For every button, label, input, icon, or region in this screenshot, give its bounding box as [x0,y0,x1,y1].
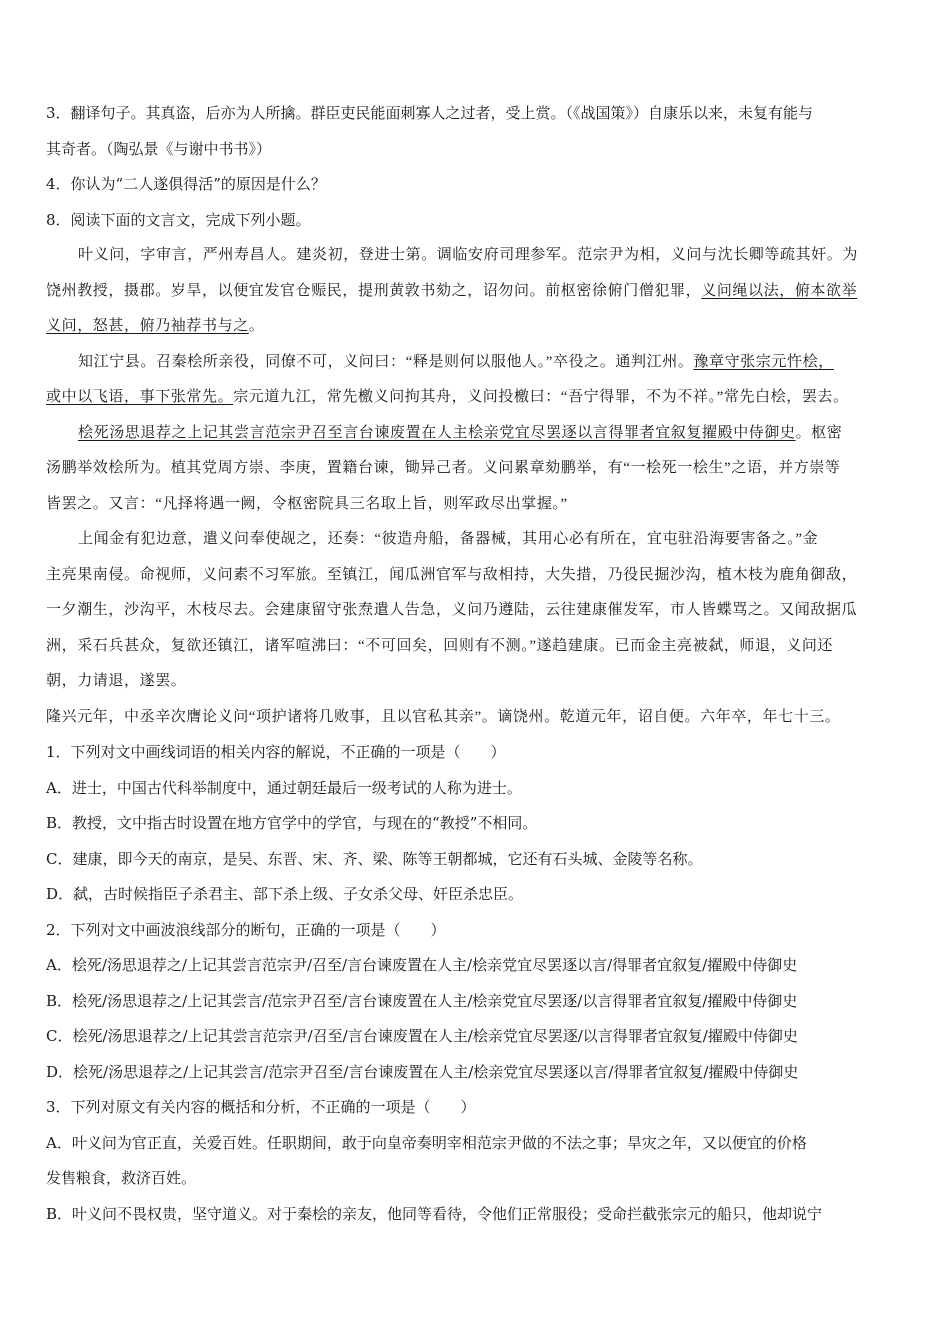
underlined-sentence: 豫章守张宗元忤桧， [693,353,834,370]
question-3-translate-line-2: 其奇者。（陶弘景《与谢中书书》） [46,139,272,158]
passage-p3-line-2: 汤鹏举效桧所为。植其党周方崇、李庚，置籍台谏，锄异己者。义问累章劾鹏举，有“一桧死一桧生”之语，并方崇等 [46,460,841,476]
q2-option-c: C．桧死/汤思退荐之/上记其尝言范宗尹/召至/言台谏废置在人主/桧亲党宜尽罢逐/以言得罪者宜叙复/擢殿中侍御史 [46,1027,798,1045]
passage-p2-line-2 [46,380,908,416]
q1-option-c: C．建康，即今天的南京，是吴、东晋、宋、齐、梁、陈等王朝都城，它还有石头城、金陵等名称。 [46,849,703,868]
passage-p3-line-1 [46,416,908,452]
q3-stem: 3．下列对原文有关内容的概括和分析，不正确的一项是（ ） [46,1098,476,1116]
q1-stem: 1．下列对文中画线词语的相关内容的解说，不正确的一项是（ ） [46,743,506,761]
passage-text: 。枢密 [795,424,843,441]
passage-p1-line-2 [46,274,908,310]
passage-text: 宗元道九江，常先檄义问拘其舟，义问投檄曰：“吾宁得罪，不为不祥。”常先白桧，罢去。 [233,389,849,405]
passage-p4-line-2: 主亮果南侵。命视师，义问素不习军旅。至镇江，闻瓜洲官军与敌相持，大失措，乃役民掘沙沟，植木枝为鹿角御敌， [46,566,858,583]
q3-option-a-line-1: A．叶义问为官正直，关爱百姓。任职期间，敢于向皇帝奏明宰相范宗尹做的不法之事；旱灾之年，又以便宜的价格 [46,1133,807,1152]
q1-option-b: B．教授，文中指古时设置在地方官学中的学官，与现在的“教授”不相同。 [46,814,538,832]
passage-p4-line-5: 朝，力请退，遂罢。 [46,673,187,689]
q3-option-b-line-1: B．叶义问不畏权贵，坚守道义。对于秦桧的亲友，他同等看待，令他们正常服役；受命拦截张宗元的船只，他却说宁 [46,1204,823,1223]
q2-stem: 2．下列对文中画波浪线部分的断句，正确的一项是（ ） [46,920,446,939]
underlined-sentence: 或中以飞语，事下张常先。 [46,389,234,405]
question-4: 4．你认为“二人遂俱得活”的原因是什么？ [46,175,326,193]
q3-option-a-line-2: 发售粮食，救济百姓。 [46,1169,197,1187]
q2-option-d: D．桧死/汤思退荐之/上记其尝言/范宗尹召至/言台谏废置在人主/桧亲党宜尽罢逐以言/得罪者宜叙复/擢殿中侍御史 [46,1062,799,1081]
q2-option-b: B．桧死/汤思退荐之/上记其尝言/范宗尹召至/言台谏废置在人主/桧亲党宜尽罢逐/以言得罪者宜叙复/擢殿中侍御史 [46,991,798,1010]
passage-text: 饶州教授，摄郡。岁旱，以便宜发官仓赈民，提刑黄敦书劾之，诏勿问。前枢密徐俯门僧犯罪， [46,282,702,299]
question-3-translate-line-1: 3．翻译句子。其真盗，后亦为人所擒。群臣吏民能面刺寡人之过者，受上赏。（《战国策》）自康乐以来，未复有能与 [46,104,814,122]
passage-p3-line-3: 皆罢之。又言：“凡择将遇一阙，令枢密院具三名取上旨，则军政尽出掌握。” [46,495,568,512]
passage-p2-line-1 [46,345,908,381]
underlined-sentence: 义问，怒甚，俯乃袖荐书与之 [46,318,249,334]
exam-page [46,96,908,1232]
passage-p4-line-3: 一夕潮生，沙沟平，木枝尽去。会建康留守张焘遣人告急，义问乃遵陆，云往建康催发军，市人皆蝶骂之。又闻敌据瓜 [46,602,858,618]
classical-passage [46,238,908,735]
passage-text: 知江宁县。召秦桧所亲役，同僚不可，义问曰：“释是则何以服他人。”卒役之。通判江州。 [78,353,694,370]
wavy-underlined-sentence: 桧死汤思退荐之上记其尝言范宗尹召至言台谏废置在人主桧亲党宜尽罢逐以言得罪者宜叙复擢殿中侍御史 [78,424,796,441]
passage-p1-line-3 [46,309,908,345]
underlined-sentence: 义问绳以法，俯本欲举 [701,282,858,299]
q2-option-a: A．桧死/汤思退荐之/上记其尝言范宗尹/召至/言台谏废置在人主/桧亲党宜尽罢逐以言/得罪者宜叙复/擢殿中侍御史 [46,956,798,974]
passage-p1-line-1: 叶义问，字审言，严州寿昌人。建炎初，登进士第。调临安府司理参军。范宗尹为相，义问与沈长卿等疏其奸。为 [78,247,859,263]
q1-option-a: A．进士，中国古代科举制度中，通过朝廷最后一级考试的人称为进士。 [46,778,522,797]
passage-p4-line-4: 洲，采石兵甚众，复欲还镇江，诸军喧沸曰：“不可回矣，回则有不测。”遂趋建康。已而金主亮被弑，师退，义问还 [46,637,834,654]
passage-p4-line-1: 上闻金有犯边意，遣义问奉使觇之，还奏：“彼造舟船，备器械，其用心必有所在，宜屯驻沿海要害备之。”金 [78,531,819,547]
passage-text: 。 [248,318,265,334]
passage-p5-line-1: 隆兴元年，中丞辛次膺论义问“项护诸将几败事，且以官私其亲”。谪饶州。乾道元年，诏自便。六年卒，年七十三。 [46,708,841,725]
question-8-instruction: 8．阅读下面的文言文，完成下列小题。 [46,210,311,229]
q1-option-d: D．弑，古时候指臣子杀君主、部下杀上级、子女杀父母、奸臣杀忠臣。 [46,885,524,903]
